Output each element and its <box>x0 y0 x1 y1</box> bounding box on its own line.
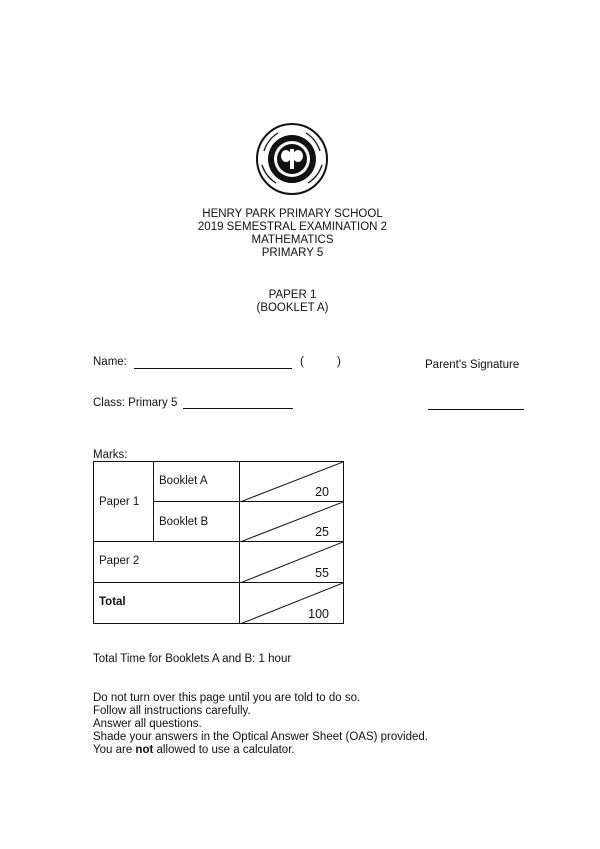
booklet-a-max-score: 20 <box>315 485 329 499</box>
level: PRIMARY 5 <box>261 247 324 259</box>
booklet-b-max-score: 25 <box>315 525 329 539</box>
class-field-line[interactable] <box>183 408 293 409</box>
class-label: Class: Primary 5 <box>93 397 178 409</box>
total-max-score: 100 <box>308 607 329 621</box>
parent-signature-label: Parent's Signature <box>425 359 520 371</box>
index-paren-open: ( <box>300 356 304 368</box>
instruction-line: Do not turn over this page until you are told to do so. <box>93 692 361 704</box>
instruction-line: Shade your answers in the Optical Answer Sheet (OAS) provided. <box>93 731 428 743</box>
emphasis-not: not <box>135 744 154 756</box>
instruction-line: Answer all questions. <box>93 718 202 730</box>
parent-signature-line[interactable] <box>428 409 524 410</box>
school-crest-logo <box>250 123 334 195</box>
booklet-b-score-cell <box>240 502 344 542</box>
name-field-line[interactable] <box>134 368 292 369</box>
exam-title: 2019 SEMESTRAL EXAMINATION 2 <box>197 221 388 233</box>
subject: MATHEMATICS <box>251 234 334 246</box>
index-paren-close: ) <box>337 356 341 368</box>
booklet-title: (BOOKLET A) <box>256 302 329 314</box>
instruction-line: You are not allowed to use a calculator. <box>93 744 295 756</box>
name-label: Name: <box>93 356 127 368</box>
school-name: HENRY PARK PRIMARY SCHOOL <box>202 208 383 220</box>
paper1-label: Paper 1 <box>94 462 154 542</box>
paper2-label: Paper 2 <box>94 542 240 583</box>
total-label: Total <box>94 583 240 624</box>
booklet-a-score-cell <box>240 462 344 502</box>
paper-heading <box>0 289 585 315</box>
booklet-b-label: Booklet B <box>154 502 240 542</box>
paper-title: PAPER 1 <box>268 289 317 301</box>
total-time: Total Time for Booklets A and B: 1 hour <box>93 653 292 665</box>
marks-label: Marks: <box>93 449 128 461</box>
instruction-line: Follow all instructions carefully. <box>93 705 251 717</box>
exam-heading <box>0 208 585 260</box>
paper2-score-cell <box>240 542 344 583</box>
marks-table <box>93 461 344 624</box>
booklet-a-label: Booklet A <box>154 462 240 502</box>
total-score-cell <box>240 583 344 624</box>
paper2-max-score: 55 <box>315 566 329 580</box>
instructions <box>93 692 428 757</box>
